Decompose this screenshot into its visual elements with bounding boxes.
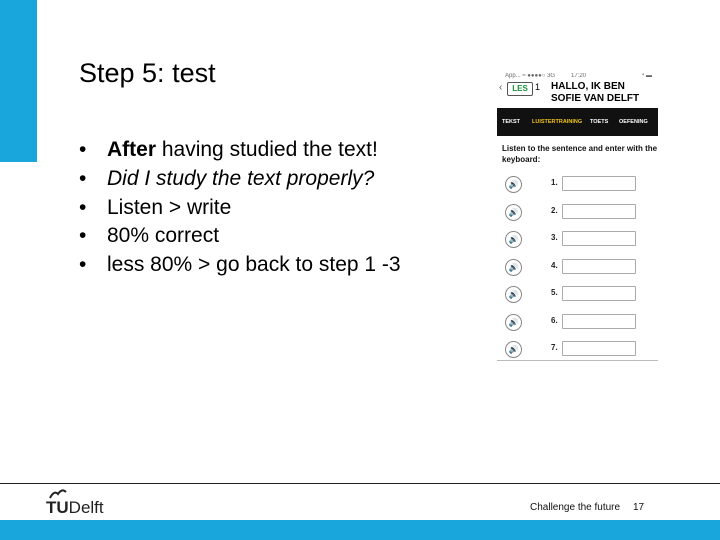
answer-input[interactable]: [562, 231, 636, 246]
speaker-icon[interactable]: 🔊: [505, 341, 522, 358]
status-left: App... ≈ ●●●●○ 3G: [505, 73, 556, 79]
chevron-left-icon[interactable]: ‹: [499, 82, 503, 93]
speaker-icon[interactable]: 🔊: [505, 176, 522, 193]
bullet-item: • Listen > write: [79, 195, 232, 219]
tab-oefening[interactable]: OEFENING: [619, 119, 648, 125]
speaker-icon[interactable]: 🔊: [505, 231, 522, 248]
app-title: HALLO, IK BEN SOFIE VAN DELFT: [551, 81, 640, 104]
tab-luistertraining[interactable]: LUISTERTRAINING: [532, 119, 583, 125]
speaker-icon[interactable]: 🔊: [505, 286, 522, 303]
answer-input[interactable]: [562, 341, 636, 356]
exercise-row: 🔊 6.: [497, 311, 658, 331]
exercise-row: 🔊 5.: [497, 283, 658, 303]
accent-bar: [0, 0, 37, 162]
exercise-row: 🔊 7.: [497, 338, 658, 358]
bullet-list: [79, 136, 401, 280]
tudelft-logo: TUDelft: [44, 488, 120, 518]
tab-bar: [497, 108, 658, 136]
tab-toets[interactable]: TOETS: [590, 119, 609, 125]
status-time: 17:20: [571, 73, 587, 79]
exercise-row: 🔊 3.: [497, 228, 658, 248]
bullet-item: • 80% correct: [79, 224, 220, 248]
footer-divider: [0, 483, 720, 484]
app-screenshot: [497, 73, 658, 361]
bullet-item: • After having studied the text!: [79, 138, 378, 161]
speaker-icon[interactable]: 🔊: [505, 259, 522, 276]
tagline: Challenge the future: [530, 502, 621, 513]
bullet-item: • less 80% > go back to step 1 -3: [79, 253, 401, 277]
tab-tekst[interactable]: TEKST: [502, 119, 521, 125]
answer-input[interactable]: [562, 286, 636, 301]
status-bar: [497, 73, 658, 81]
answer-input[interactable]: [562, 204, 636, 219]
answer-input[interactable]: [562, 176, 636, 191]
footer-band: [0, 520, 720, 540]
lesson-number: 1: [535, 82, 541, 92]
answer-input[interactable]: [562, 259, 636, 274]
exercise-row: 🔊 4.: [497, 256, 658, 276]
bullet-item: • Did I study the text properly?: [79, 166, 375, 190]
lesson-badge[interactable]: LES: [507, 82, 533, 96]
exercise-row: 🔊 1.: [497, 173, 658, 193]
speaker-icon[interactable]: 🔊: [505, 314, 522, 331]
slide-title: Step 5: test: [79, 58, 216, 88]
speaker-icon[interactable]: 🔊: [505, 204, 522, 221]
instruction-text: Listen to the sentence and enter with the keyboard:: [502, 144, 658, 164]
page-number: 17: [633, 502, 645, 513]
exercise-row: 🔊 2.: [497, 201, 658, 221]
answer-input[interactable]: [562, 314, 636, 329]
status-right: ⁴ ▬: [641, 73, 652, 79]
